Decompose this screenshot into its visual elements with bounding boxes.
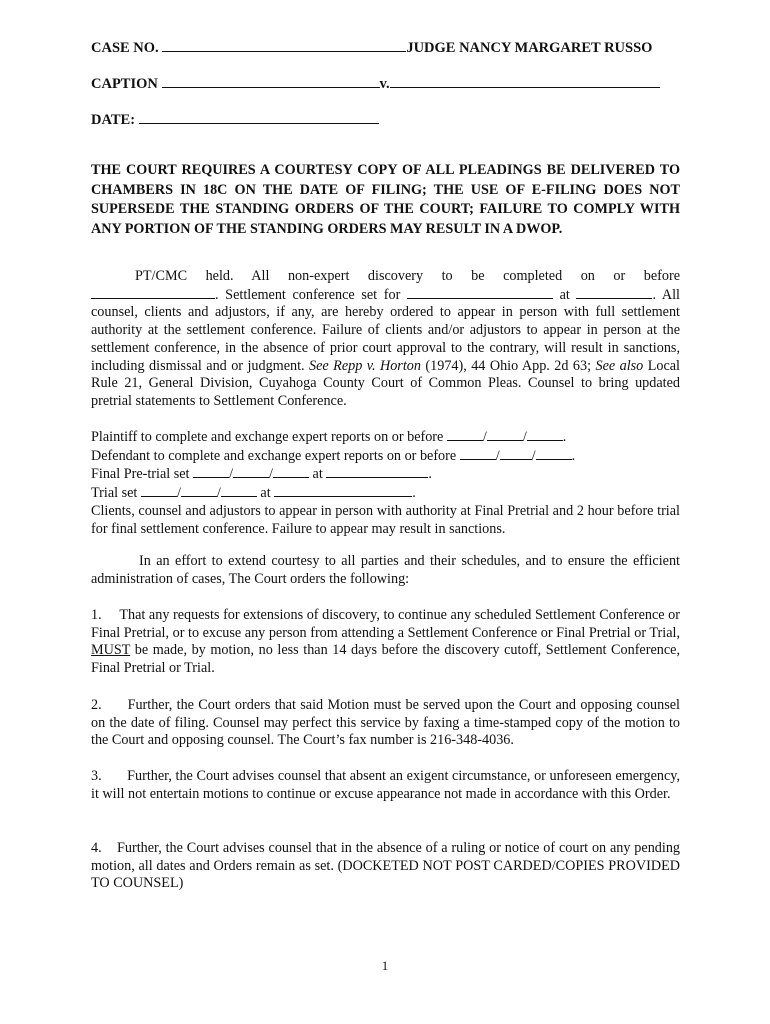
- order-4: [91, 840, 680, 893]
- discovery-date-blank[interactable]: [91, 286, 215, 299]
- plaintiff-day-blank[interactable]: [487, 428, 523, 441]
- defendant-month-blank[interactable]: [460, 447, 496, 460]
- order-4-number: 4.: [91, 840, 102, 856]
- cite-repp-rest: (1974), 44 Ohio App. 2d 63;: [425, 357, 592, 374]
- case-no-label: CASE NO.: [91, 40, 159, 56]
- defendant-day-blank[interactable]: [500, 447, 532, 460]
- courtesy-copy-notice: THE COURT REQUIRES A COURTESY COPY OF ALL PLEADINGS BE DELIVERED TO CHAMBERS IN 18C ON THE DATE OF FILING; THE USE OF E-FILING DOES NOT SUPERSEDE THE STANDING ORDERS OF THE COURT; FAILURE TO COMPLY WITH ANY PORTION OF THE STANDING ORDERS MAY RESULT IN A DWOP.: [91, 162, 680, 237]
- plaintiff-year-blank[interactable]: [527, 428, 563, 441]
- final-pretrial-line: Final Pre-trial set / / at .: [91, 466, 432, 483]
- order-2-text: Further, the Court orders that said Motion must be served upon the Court and opposing counsel on the date of filing. Counsel may perfect this service by faxing a time-stamped copy of the motion to the Court and opposing counsel. The Court’s fax number is 216-348-4036.: [91, 697, 681, 749]
- plaintiff-month-blank[interactable]: [447, 428, 483, 441]
- final-pretrial-month-blank[interactable]: [193, 465, 229, 478]
- order-1-number: 1.: [91, 607, 102, 623]
- order-4-text: Further, the Court advises counsel that in the absence of a ruling or notice of court on any pending motion, all dates and Orders remain as set. (DOCKETED NOT POST CARDED/COPIES PROVIDED TO COUNSEL): [91, 840, 681, 892]
- cite-repp: See Repp v. Horton: [309, 357, 421, 374]
- final-pretrial-text: Final Pre-trial set: [91, 466, 190, 483]
- pretrial-line-1: PT/CMC held. All non-expert discovery to be completed on or before: [135, 268, 680, 284]
- trial-month-blank[interactable]: [141, 484, 177, 497]
- pretrial-paragraph: [91, 268, 680, 411]
- pretrial-body: counsel, clients and adjustors, if any, are hereby ordered to appear in person with full settlement authority at the settlement conference. Failure of clients and/or adjustors to appear in person at the settlement conference, in the absence of prior court approval to the contrary, will result in sanctions, including dismissal and or judgment.: [91, 304, 680, 374]
- cite-local-rule: Local Rule 21, General Division, Cuyahoga County Court of Common Pleas. Counsel to bring updated pretrial statements to Settlement Conference.: [91, 357, 680, 409]
- page-number: 1: [381, 958, 389, 973]
- date-blank[interactable]: [139, 110, 379, 124]
- cite-see-also: See also: [595, 357, 644, 374]
- trial-time-blank[interactable]: [274, 484, 412, 497]
- caption-line: [91, 74, 660, 93]
- plaintiff-expert-text: Plaintiff to complete and exchange expert reports on or before: [91, 429, 444, 445]
- date-label: DATE:: [91, 112, 136, 128]
- final-pretrial-at: at: [312, 466, 323, 483]
- final-pretrial-year-blank[interactable]: [273, 465, 309, 478]
- order-2: [91, 697, 680, 750]
- order-1: [91, 607, 680, 678]
- defendant-expert-line: Defendant to complete and exchange expert reports on or before / / .: [91, 447, 576, 464]
- final-pretrial-day-blank[interactable]: [233, 465, 269, 478]
- courtesy-intro: In an effort to extend courtesy to all parties and their schedules, and to ensure the efficient administration of cases, The Court orders the following:: [91, 553, 680, 587]
- order-2-number: 2.: [91, 697, 102, 713]
- settlement-text: . Settlement conference set for: [215, 286, 401, 303]
- case-no-blank[interactable]: [162, 38, 406, 52]
- plaintiff-expert-line: Plaintiff to complete and exchange expert reports on or before / / .: [91, 429, 567, 445]
- versus-label: v.: [379, 76, 390, 92]
- caption-defendant-blank[interactable]: [390, 74, 660, 88]
- judge-name: JUDGE NANCY MARGARET RUSSO: [406, 40, 653, 56]
- date-line: [91, 110, 379, 129]
- order-3: [91, 768, 680, 803]
- settlement-time-blank[interactable]: [576, 286, 652, 299]
- clients-appearance: Clients, counsel and adjustors to appear in person with authority at Final Pretrial and 2 hour before trial for final settlement conference. Failure to appear may result in sanctions.: [91, 502, 680, 537]
- trial-at: at: [260, 485, 271, 502]
- case-number-line: [91, 38, 652, 57]
- order-1-text-end: be made, by motion, no less than 14 days before the discovery cutoff, Settlement Conference, Final Pretrial or Trial.: [91, 642, 680, 677]
- trial-year-blank[interactable]: [221, 484, 257, 497]
- settlement-at: at: [559, 286, 570, 303]
- defendant-expert-text: Defendant to complete and exchange expert reports on or before: [91, 447, 457, 464]
- trial-day-blank[interactable]: [181, 484, 217, 497]
- settlement-date-blank[interactable]: [407, 286, 553, 299]
- pretrial-line-2: [91, 286, 680, 305]
- all-text: . All: [652, 286, 680, 303]
- trial-line: Trial set / / at .: [91, 485, 416, 502]
- caption-label: CAPTION: [91, 76, 158, 92]
- order-3-number: 3.: [91, 768, 102, 784]
- order-3-text: Further, the Court advises counsel that absent an exigent circumstance, or unforeseen emergency, it will not entertain motions to continue or excuse appearance not made in accordance with this Order.: [91, 768, 680, 802]
- final-pretrial-time-blank[interactable]: [326, 465, 428, 478]
- order-1-must: MUST: [91, 642, 131, 659]
- trial-text: Trial set: [91, 485, 138, 502]
- defendant-year-blank[interactable]: [536, 447, 572, 460]
- order-1-text: That any requests for extensions of discovery, to continue any scheduled Settlement Conference or Final Pretrial, or to excuse any person from attending a Settlement Conference or Final Pretrial or Trial,: [91, 607, 680, 641]
- schedule-block: [91, 428, 680, 538]
- caption-plaintiff-blank[interactable]: [162, 74, 380, 88]
